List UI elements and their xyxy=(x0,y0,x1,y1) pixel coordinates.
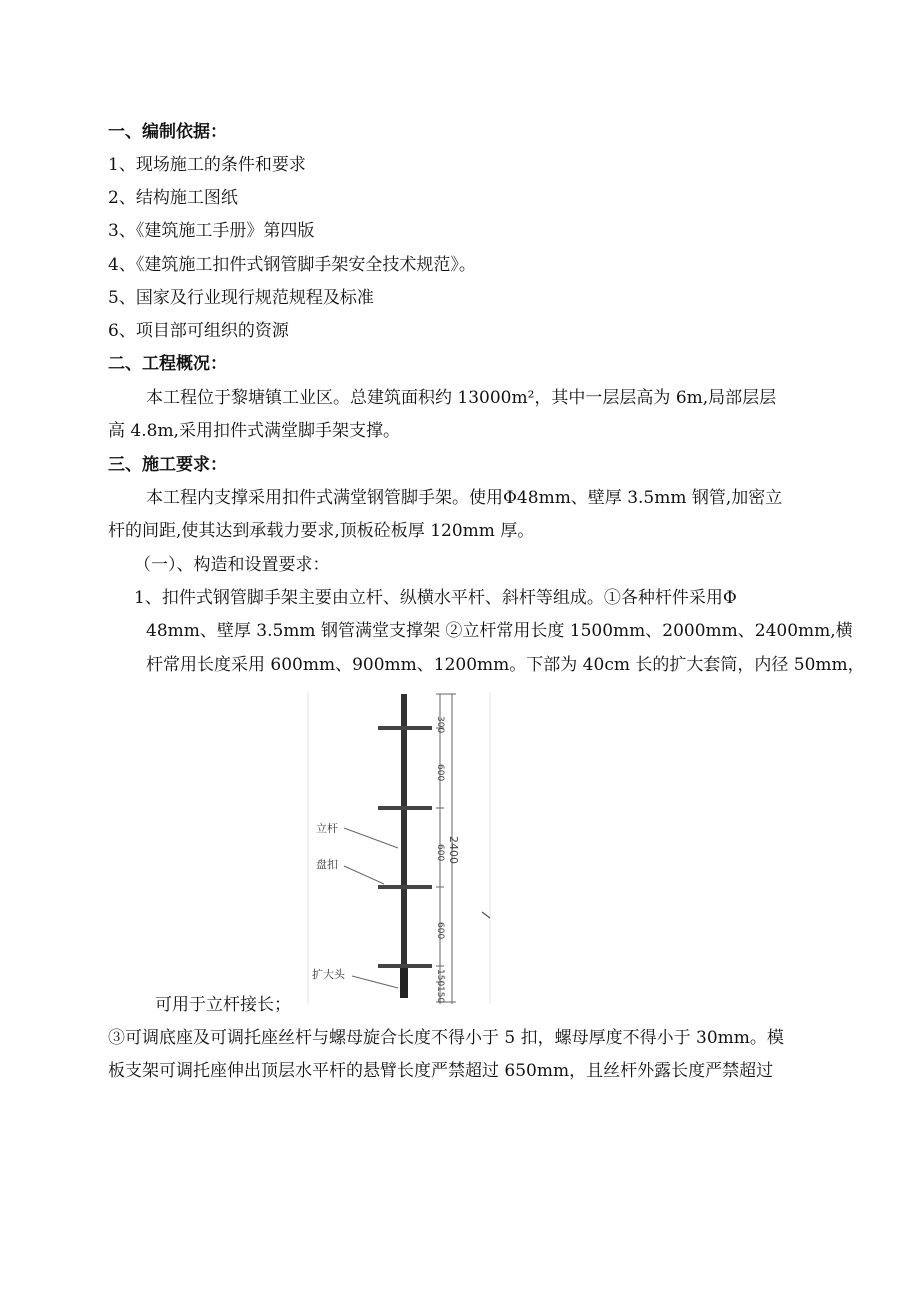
clamp-3 xyxy=(378,885,432,889)
requirement-line-1: 本工程内支撑采用扣件式满堂钢管脚手架。使用Φ48mm、壁厚 3.5mm 钢管,加密立 xyxy=(146,488,783,508)
basis-item-3: 3、《建筑施工手册》第四版 xyxy=(108,221,315,241)
label-clamp: 盘扣 xyxy=(316,858,338,871)
item-1-line-4: 可用于立杆接长； xyxy=(155,995,291,1015)
sleeve xyxy=(400,968,408,998)
basis-item-2: 2、结构施工图纸 xyxy=(108,188,238,208)
item-1-line-3: 杆常用长度采用 600mm、900mm、1200mm。下部为 40cm 长的扩大套筒，内径 50mm， xyxy=(146,655,865,675)
subsection-heading: （一）、构造和设置要求： xyxy=(134,555,330,575)
basis-item-1: 1、现场施工的条件和要求 xyxy=(108,155,306,175)
dim-600-c: 600 xyxy=(435,922,445,940)
item-1-line-2: 48mm、壁厚 3.5mm 钢管满堂支撑架 ②立杆常用长度 1500mm、2000mm、2400mm,横 xyxy=(146,621,853,641)
basis-item-6: 6、项目部可组织的资源 xyxy=(108,321,289,341)
dim-150-b: 150 xyxy=(435,986,445,1004)
dim-600-b: 600 xyxy=(435,844,445,862)
section-2-heading: 二、工程概况： xyxy=(108,354,227,374)
basis-item-4: 4、《建筑施工扣件式钢管脚手架安全技术规范》。 xyxy=(108,255,476,275)
label-pole: 立杆 xyxy=(316,822,338,835)
section-3-heading: 三、施工要求： xyxy=(108,455,227,475)
requirement-line-2: 杆的间距,使其达到承载力要求,顶板砼板厚 120mm 厚。 xyxy=(108,521,535,541)
section-1-heading: 一、编制依据： xyxy=(108,122,227,142)
pole-shaft xyxy=(401,694,407,994)
basis-item-5: 5、国家及行业现行规范规程及标准 xyxy=(108,288,374,308)
item-3-line-1: ③可调底座及可调托座丝杆与螺母旋合长度不得小于 5 扣，螺母厚度不得小于 30mm。模 xyxy=(108,1028,784,1048)
dim-300: 300 xyxy=(435,716,445,734)
clamp-2 xyxy=(378,806,432,810)
clamp-1 xyxy=(378,726,432,730)
scaffold-pole-diagram xyxy=(300,686,500,1008)
label-sleeve: 扩大头 xyxy=(312,968,345,981)
clamp-4 xyxy=(378,964,432,968)
overview-line-2: 高 4.8m,采用扣件式满堂脚手架支撑。 xyxy=(108,421,400,441)
dim-total: 2400 xyxy=(447,836,460,864)
dim-600-a: 600 xyxy=(435,764,445,782)
overview-line-1: 本工程位于黎塘镇工业区。总建筑面积约 13000m²，其中一层层高为 6m,局部层层 xyxy=(146,388,777,408)
dim-150-a: 150 xyxy=(435,969,445,987)
item-1-line-1: 1、扣件式钢管脚手架主要由立杆、纵横水平杆、斜杆等组成。①各种杆件采用Φ xyxy=(134,588,737,608)
item-3-line-2: 板支架可调托座伸出顶层水平杆的悬臂长度严禁超过 650mm，且丝杆外露长度严禁超过 xyxy=(108,1061,774,1081)
